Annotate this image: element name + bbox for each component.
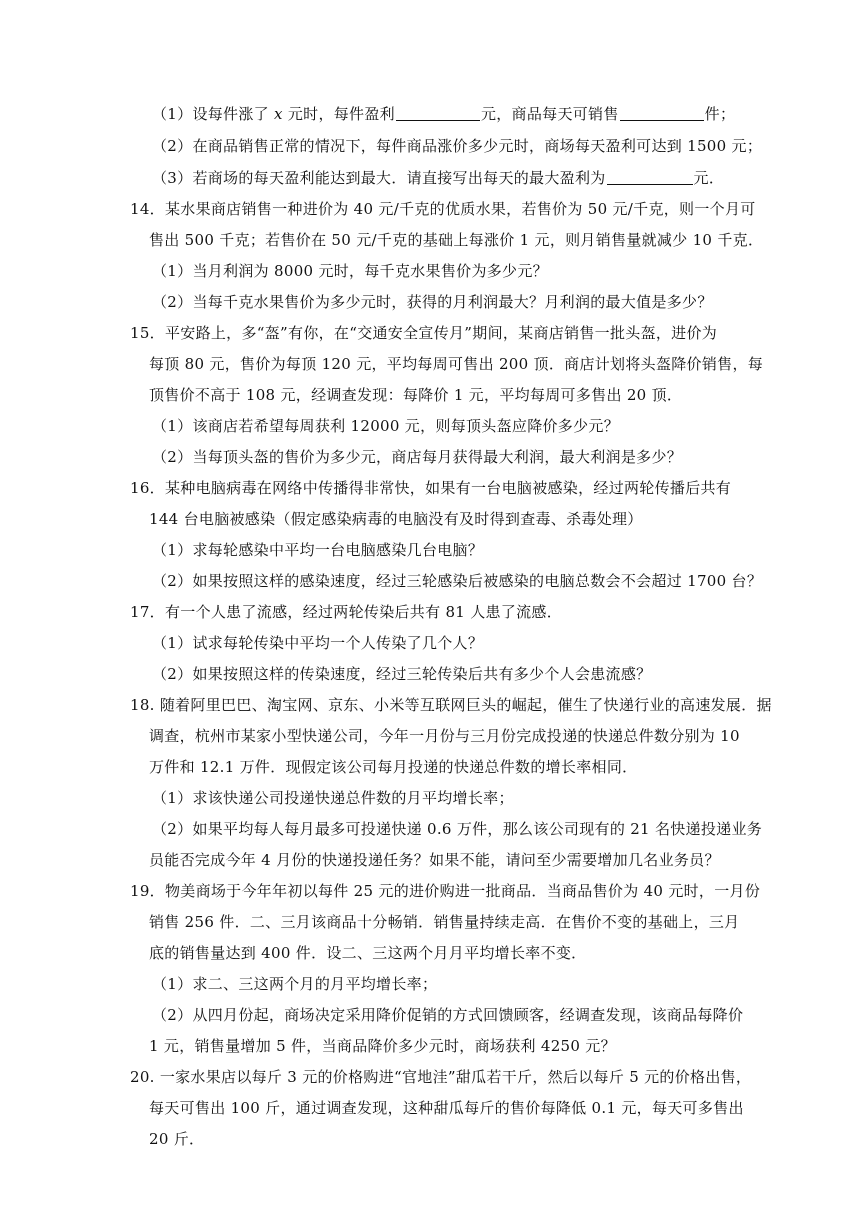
p13-sub1-text-c: 元，商品每天可销售 <box>480 105 619 123</box>
p19-line1: 19．物美商场于今年年初以每件 25 元的进价购进一批商品．当商品售价为 40 元时，一月份 <box>130 882 761 900</box>
p20-line1: 20. 一家水果店以每斤 3 元的价格购进“官地洼”甜瓜若干斤，然后以每斤 5 元的价格出售， <box>130 1068 752 1086</box>
p15-line2: 每顶 80 元，售价为每顶 120 元，平均每周可售出 200 顶．商店计划将头盔降价销售，每 <box>149 355 764 373</box>
p16-sub1: （1）求每轮感染中平均一台电脑感染几台电脑？ <box>152 541 484 559</box>
p17-sub2: （2）如果按照这样的传染速度，经过三轮传染后共有多少个人会患流感？ <box>152 665 652 683</box>
p15-line3: 顶售价不高于 108 元，经调查发现：每降价 1 元，平均每周可多售出 20 顶． <box>149 386 683 404</box>
p18-line3: 万件和 12.1 万件．现假定该公司每月投递的快递总件数的增长率相同． <box>149 758 638 776</box>
p13-sub3-text-b: 元． <box>693 169 725 187</box>
p20-line2: 每天可售出 100 斤，通过调查发现，这种甜瓜每斤的售价每降低 0.1 元，每天可多售出 <box>149 1099 744 1117</box>
p18-sub1: （1）求该快递公司投递快递总件数的月平均增长率； <box>152 789 514 807</box>
p13-sub3 <box>152 168 724 188</box>
p19-line2: 销售 256 件．二、三月该商品十分畅销．销售量持续走高．在售价不变的基础上，三月 <box>149 913 740 931</box>
p14-sub1: （1）当月利润为 8000 元时，每千克水果售价为多少元？ <box>152 262 548 280</box>
p19-sub1: （1）求二、三这两个月的月平均增长率； <box>152 975 438 993</box>
p19-sub2b: 1 元，销售量增加 5 件，当商品降价多少元时，商场获利 4250 元？ <box>149 1037 616 1055</box>
p14-line1: 14．某水果商店销售一种进价为 40 元/千克的优质水果，若售价为 50 元/千克，则一个月可 <box>130 200 756 218</box>
p19-sub2a: （2）从四月份起，商场决定采用降价促销的方式回馈顾客，经调查发现，该商品每降价 <box>152 1006 744 1024</box>
p15-line1: 15．平安路上，多“盔”有你，在“交通安全宣传月”期间，某商店销售一批头盔，进价为 <box>130 324 718 342</box>
p16-line2: 144 台电脑被感染（假定感染病毒的电脑没有及时得到查毒、杀毒处理） <box>149 510 643 528</box>
p13-sub1-text-a: （1）设每件涨了 <box>152 105 275 123</box>
p13-var-x: x <box>274 105 283 123</box>
p15-sub2: （2）当每顶头盔的售价为多少元，商店每月获得最大利润，最大利润是多少？ <box>152 448 683 466</box>
p17-sub1: （1）试求每轮传染中平均一个人传染了几个人？ <box>152 634 484 652</box>
p18-line1: 18. 随着阿里巴巴、淘宝网、京东、小米等互联网巨头的崛起，催生了快递行业的高速发展．据 <box>130 696 772 714</box>
p13-sub2: （2）在商品销售正常的情况下，每件商品涨价多少元时，商场每天盈利可达到 1500 元； <box>152 137 763 155</box>
p16-sub2: （2）如果按照这样的感染速度，经过三轮感染后被感染的电脑总数会不会超过 1700 台？ <box>152 572 763 590</box>
p18-sub2a: （2）如果平均每人每月最多可投递快递 0.6 万件，那么该公司现有的 21 名快递投递业务 <box>152 820 763 838</box>
p20-line3: 20 斤． <box>149 1130 205 1148</box>
p18-sub2b: 员能否完成今年 4 月份的快递投递任务？如果不能，请问至少需要增加几名业务员？ <box>149 851 720 869</box>
p17-line1: 17．有一个人患了流感，经过两轮传染后共有 81 人患了流感． <box>130 603 563 621</box>
p18-line2: 调查，杭州市某家小型快递公司，今年一月份与三月份完成投递的快递总件数分别为 10 <box>149 727 740 745</box>
answer-blank-max-profit[interactable] <box>607 170 693 185</box>
p13-sub1-text-d: 件； <box>704 105 736 123</box>
answer-blank-quantity[interactable] <box>620 106 704 121</box>
answer-blank-profit[interactable] <box>396 106 480 121</box>
p13-sub1 <box>152 104 735 124</box>
p13-sub1-text-b: 元时，每件盈利 <box>282 105 395 123</box>
p16-line1: 16．某种电脑病毒在网络中传播得非常快，如果有一台电脑被感染，经过两轮传播后共有 <box>130 479 732 497</box>
p14-sub2: （2）当每千克水果售价为多少元时，获得的月利润最大？月利润的最大值是多少？ <box>152 293 713 311</box>
p19-line3: 底的销售量达到 400 件．设二、三这两个月月平均增长率不变． <box>149 944 587 962</box>
p14-line2: 售出 500 千克；若售价在 50 元/千克的基础上每涨价 1 元，则月销售量就减少 10 千克． <box>149 231 764 249</box>
p13-sub3-text-a: （3）若商场的每天盈利能达到最大．请直接写出每天的最大盈利为 <box>152 169 606 187</box>
p15-sub1: （1）该商店若希望每周获利 12000 元，则每顶头盔应降价多少元？ <box>152 417 619 435</box>
